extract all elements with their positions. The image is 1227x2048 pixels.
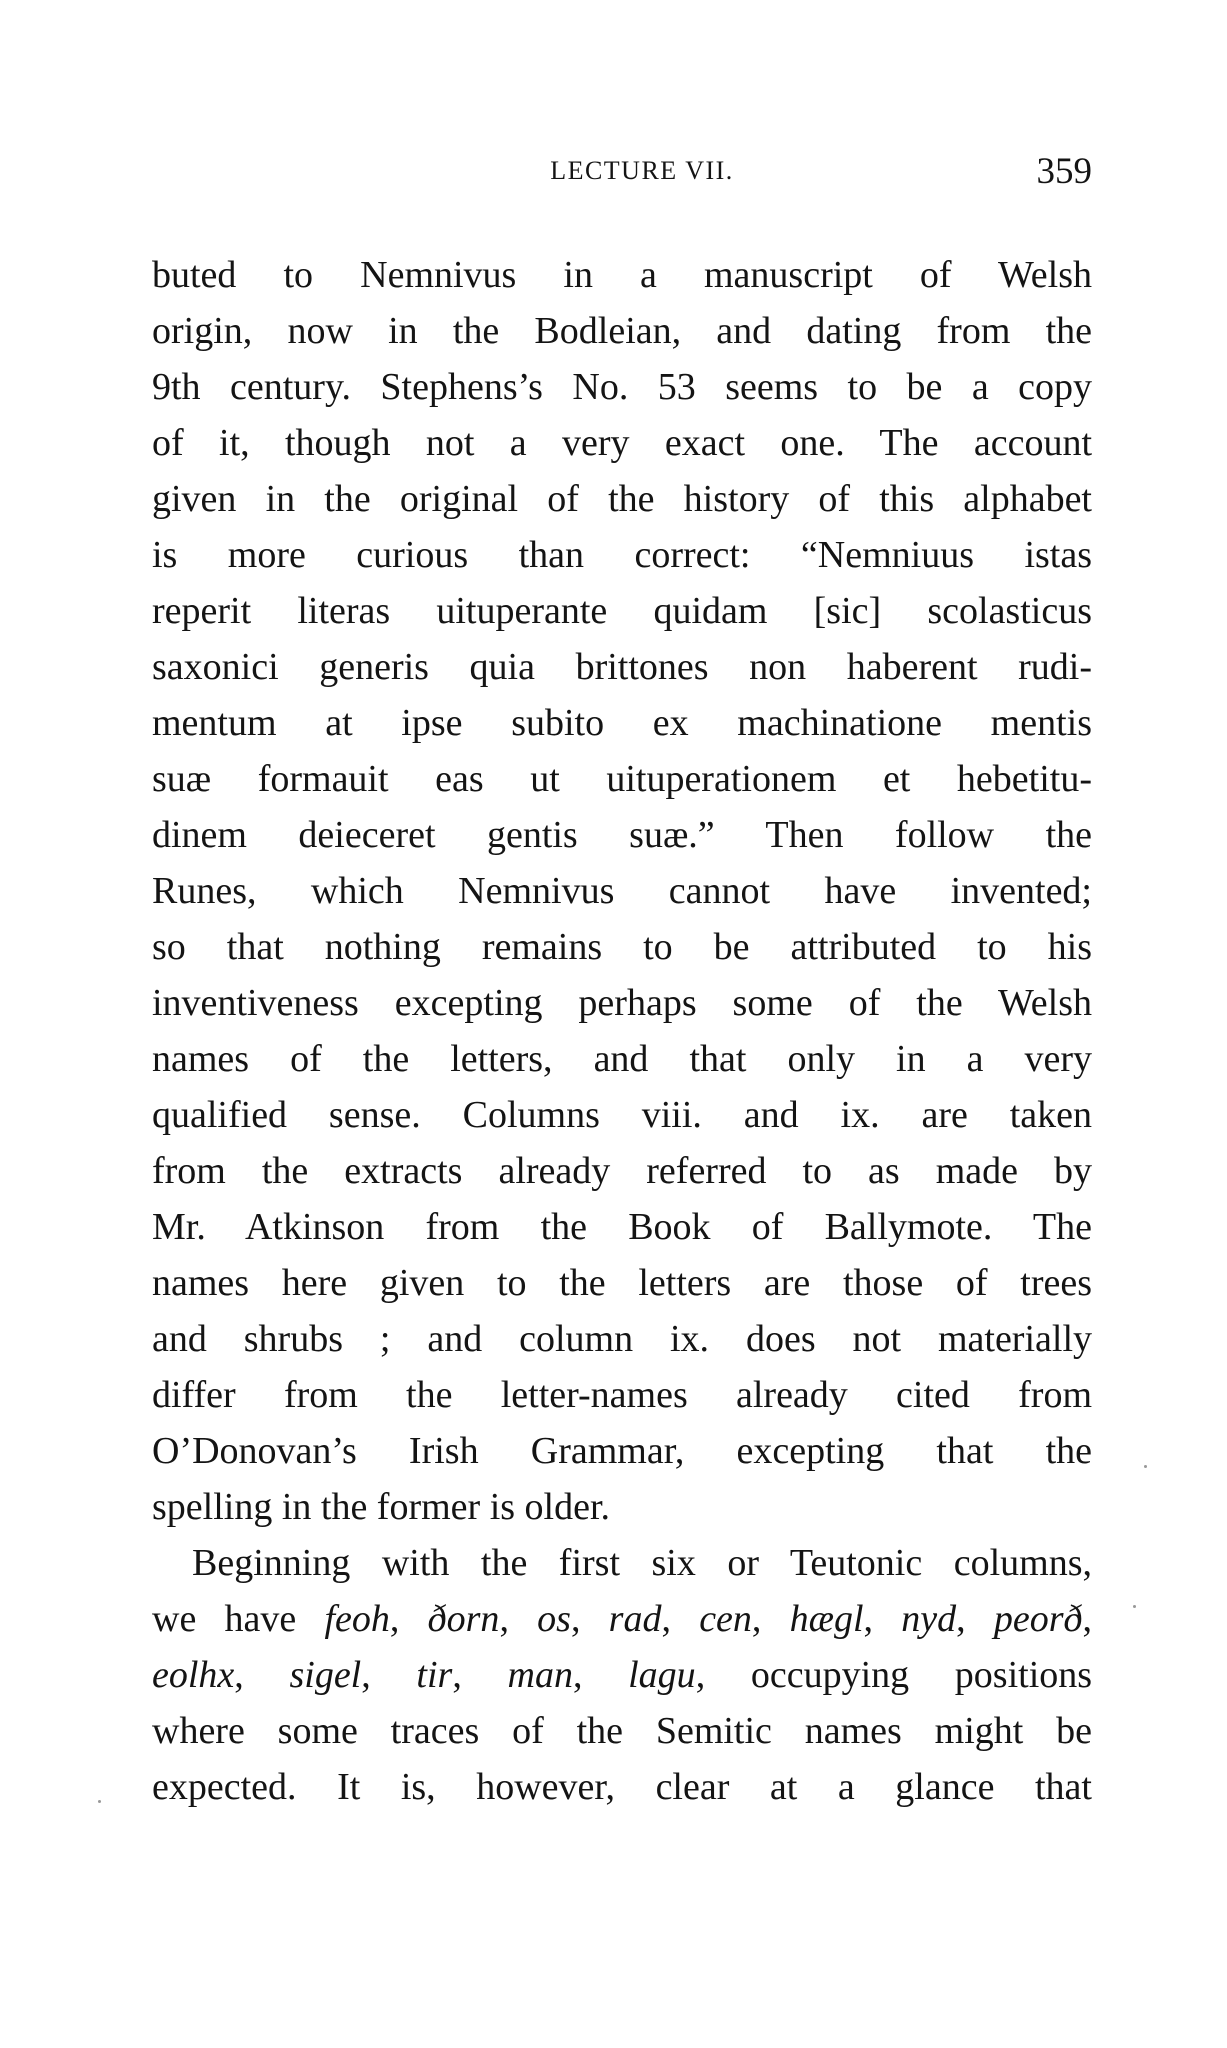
text-segment: Beginning with the first six or Teutonic columns, — [192, 1542, 1092, 1584]
text-segment: we have — [152, 1598, 325, 1640]
text-line — [152, 1759, 1092, 1815]
text-line — [152, 1647, 1092, 1703]
running-head — [152, 150, 1092, 200]
text-line — [152, 1031, 1092, 1087]
text-segment: spelling in the former is older. — [152, 1486, 611, 1528]
text-segment: mentum at ipse subito ex machinatione mentis — [152, 702, 1092, 744]
text-line — [152, 639, 1092, 695]
text-line — [152, 415, 1092, 471]
text-line — [152, 527, 1092, 583]
text-segment: dinem deieceret gentis suæ.” Then follow the — [152, 814, 1092, 856]
text-line — [152, 863, 1092, 919]
text-line — [152, 695, 1092, 751]
text-line — [152, 1087, 1092, 1143]
italic-word: sigel — [289, 1654, 362, 1696]
italic-word: peorð — [993, 1598, 1083, 1640]
text-line — [152, 1479, 1092, 1535]
text-line — [152, 359, 1092, 415]
italic-word: ðorn — [427, 1598, 500, 1640]
text-line — [152, 1703, 1092, 1759]
text-line — [152, 1143, 1092, 1199]
text-segment: inventiveness excepting perhaps some of the Welsh — [152, 982, 1092, 1024]
italic-word: lagu — [628, 1654, 696, 1696]
scan-speck — [1133, 1605, 1136, 1608]
text-segment: , — [863, 1598, 902, 1640]
italic-word: hægl — [789, 1598, 864, 1640]
italic-word: cen — [699, 1598, 752, 1640]
text-segment: , — [570, 1598, 609, 1640]
text-segment: Runes, which Nemnivus cannot have invented; — [152, 870, 1092, 912]
text-segment: names of the letters, and that only in a very — [152, 1038, 1092, 1080]
text-line — [152, 247, 1092, 303]
body-text — [152, 247, 1092, 1815]
text-segment: , — [452, 1654, 508, 1696]
text-line — [152, 1255, 1092, 1311]
text-line — [152, 975, 1092, 1031]
text-line — [152, 751, 1092, 807]
text-segment: and shrubs ; and column ix. does not materially — [152, 1318, 1092, 1360]
text-line — [152, 303, 1092, 359]
text-segment: , occupying positions — [695, 1654, 1093, 1696]
text-segment: origin, now in the Bodleian, and dating from the — [152, 310, 1092, 352]
text-segment: suæ formauit eas ut uituperationem et hebetitu- — [152, 758, 1092, 800]
text-segment: , — [389, 1598, 428, 1640]
italic-word: feoh — [324, 1598, 390, 1640]
italic-word: os — [537, 1598, 571, 1640]
text-segment: names here given to the letters are those of trees — [152, 1262, 1092, 1304]
text-segment: differ from the letter-names already cited from — [152, 1374, 1092, 1416]
italic-word: tir — [416, 1654, 453, 1696]
italic-word: nyd — [901, 1598, 957, 1640]
scan-speck — [1144, 1465, 1147, 1468]
scan-speck — [98, 1800, 101, 1803]
text-segment: of it, though not a very exact one. The account — [152, 422, 1092, 464]
running-head-title: LECTURE VII. — [550, 156, 734, 185]
text-segment: so that nothing remains to be attributed to his — [152, 926, 1092, 968]
text-segment: expected. It is, however, clear at a glance that — [152, 1766, 1092, 1808]
text-line — [152, 1591, 1092, 1647]
text-line — [152, 471, 1092, 527]
text-segment: where some traces of the Semitic names might be — [152, 1710, 1092, 1752]
page-number: 359 — [1036, 151, 1092, 192]
text-segment: O’Donovan’s Irish Grammar, excepting that the — [152, 1430, 1092, 1472]
text-line — [152, 1199, 1092, 1255]
italic-word: eolhx — [152, 1654, 235, 1696]
text-line — [152, 1311, 1092, 1367]
text-segment: is more curious than correct: “Nemniuus istas — [152, 534, 1092, 576]
text-segment: , — [661, 1598, 700, 1640]
text-segment: from the extracts already referred to as made by — [152, 1150, 1092, 1192]
text-segment: reperit literas uituperante quidam [sic] scolasticus — [152, 590, 1092, 632]
text-segment: , — [361, 1654, 417, 1696]
text-segment: , — [751, 1598, 790, 1640]
text-segment: , — [572, 1654, 629, 1696]
text-segment: buted to Nemnivus in a manuscript of Welsh — [152, 254, 1092, 296]
italic-word: man — [507, 1654, 573, 1696]
italic-word: rad — [608, 1598, 662, 1640]
text-line — [152, 1423, 1092, 1479]
text-line — [152, 1367, 1092, 1423]
text-segment: given in the original of the history of this alphabet — [152, 478, 1092, 520]
text-segment: , — [956, 1598, 994, 1640]
text-line — [152, 919, 1092, 975]
text-segment: , — [234, 1654, 290, 1696]
text-segment: qualified sense. Columns viii. and ix. are taken — [152, 1094, 1092, 1136]
text-line — [152, 583, 1092, 639]
text-segment: saxonici generis quia brittones non haberent rudi- — [152, 646, 1092, 688]
text-line — [152, 1535, 1092, 1591]
text-segment: 9th century. Stephens’s No. 53 seems to be a copy — [152, 366, 1092, 408]
text-line — [152, 807, 1092, 863]
text-segment: Mr. Atkinson from the Book of Ballymote. The — [152, 1206, 1092, 1248]
text-segment: , — [1082, 1598, 1093, 1640]
text-segment: , — [499, 1598, 538, 1640]
